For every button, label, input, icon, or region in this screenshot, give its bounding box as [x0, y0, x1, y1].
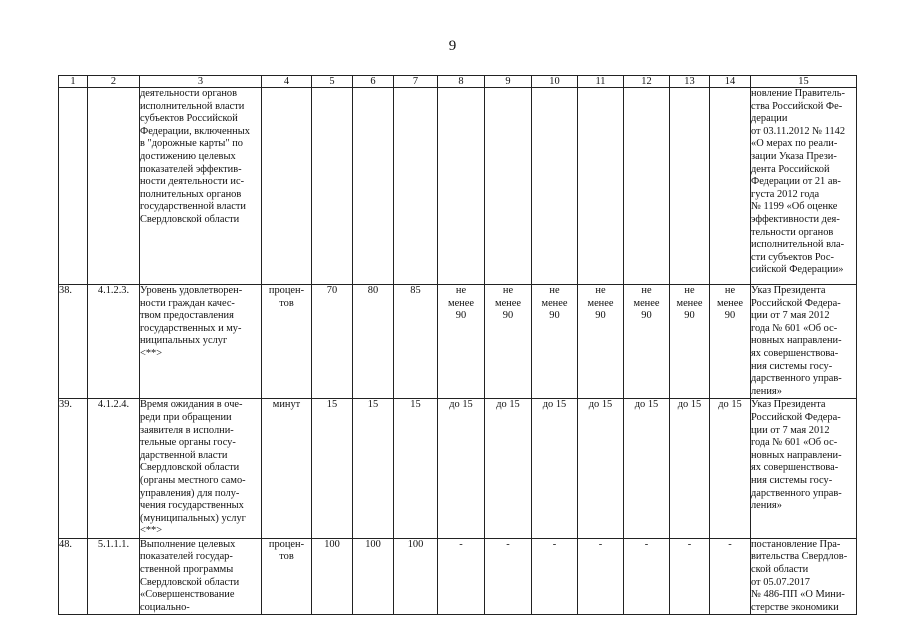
value-col-9: до 15 — [485, 399, 532, 539]
value-col-10 — [532, 88, 578, 285]
value-col-11: не менее 90 — [578, 285, 624, 399]
row-number: 38. — [59, 285, 88, 399]
column-number: 6 — [353, 76, 394, 88]
column-number: 13 — [670, 76, 710, 88]
page-number: 9 — [448, 38, 457, 54]
unit: минут — [262, 399, 312, 539]
value-col-6: 15 — [353, 399, 394, 539]
unit: процен- тов — [262, 285, 312, 399]
column-number: 15 — [751, 76, 857, 88]
column-number: 14 — [710, 76, 751, 88]
value-col-7: 15 — [394, 399, 438, 539]
value-col-12 — [624, 88, 670, 285]
indicator-name: Уровень удовлетворен- ности граждан качес- твом предоставления государственных и му- ниципальных услуг <**> — [140, 285, 262, 399]
column-number: 12 — [624, 76, 670, 88]
table-row — [59, 399, 857, 539]
column-number: 11 — [578, 76, 624, 88]
value-col-6: 80 — [353, 285, 394, 399]
indicators-table — [58, 75, 857, 615]
value-col-7: 100 — [394, 538, 438, 615]
row-number: 39. — [59, 399, 88, 539]
value-col-11: до 15 — [578, 399, 624, 539]
legal-basis: Указ Президента Российской Федера- ции от 7 мая 2012 года № 601 «Об ос- новных направлени- ях совершенствова- ния системы госу- дарственного управ- ления» — [751, 399, 857, 539]
legal-basis: Указ Президента Российской Федера- ции от 7 мая 2012 года № 601 «Об ос- новных направлени- ях совершенствова- ния системы госу- дарственного управ- ления» — [751, 285, 857, 399]
value-col-10: до 15 — [532, 399, 578, 539]
value-col-9: - — [485, 538, 532, 615]
value-col-5: 15 — [312, 399, 353, 539]
value-col-9 — [485, 88, 532, 285]
column-number-header-row — [59, 76, 857, 88]
value-col-5: 70 — [312, 285, 353, 399]
value-col-8: не менее 90 — [438, 285, 485, 399]
legal-basis: постановление Пра- вительства Свердлов- ской области от 05.07.2017 № 486-ПП «О Мини- стерстве экономики — [751, 538, 857, 615]
column-number: 1 — [59, 76, 88, 88]
column-number: 10 — [532, 76, 578, 88]
indicator-name: Выполнение целевых показателей государ- ственной программы Свердловской области «Совершенствование социально- — [140, 538, 262, 615]
row-number: 48. — [59, 538, 88, 615]
column-number: 9 — [485, 76, 532, 88]
indicator-name: Время ожидания в оче- реди при обращении заявителя в исполни- тельные органы госу- дарственной власти Свердловской области (органы местного само- управления) для полу- чения государственных (муниципальных) услуг <**> — [140, 399, 262, 539]
value-col-7 — [394, 88, 438, 285]
table-row — [59, 285, 857, 399]
value-col-8: до 15 — [438, 399, 485, 539]
column-number: 5 — [312, 76, 353, 88]
value-col-14 — [710, 88, 751, 285]
unit: процен- тов — [262, 538, 312, 615]
indicator-name: деятельности органов исполнительной власти субъектов Российской Федерации, включенных в "дорожные карты" по достижению целевых показателей эффектив- ности деятельности ис- полнительных органов государственной власти Свердловской области — [140, 88, 262, 285]
column-number: 4 — [262, 76, 312, 88]
row-code: 4.1.2.4. — [88, 399, 140, 539]
value-col-11: - — [578, 538, 624, 615]
value-col-5 — [312, 88, 353, 285]
value-col-12: - — [624, 538, 670, 615]
table-row — [59, 88, 857, 285]
value-col-11 — [578, 88, 624, 285]
value-col-14: до 15 — [710, 399, 751, 539]
value-col-14: не менее 90 — [710, 285, 751, 399]
column-number: 7 — [394, 76, 438, 88]
value-col-9: не менее 90 — [485, 285, 532, 399]
row-code: 5.1.1.1. — [88, 538, 140, 615]
value-col-6: 100 — [353, 538, 394, 615]
row-code — [88, 88, 140, 285]
column-number: 8 — [438, 76, 485, 88]
unit — [262, 88, 312, 285]
value-col-13: не менее 90 — [670, 285, 710, 399]
value-col-8: - — [438, 538, 485, 615]
table-row — [59, 538, 857, 615]
value-col-13 — [670, 88, 710, 285]
value-col-14: - — [710, 538, 751, 615]
value-col-12: до 15 — [624, 399, 670, 539]
value-col-5: 100 — [312, 538, 353, 615]
value-col-12: не менее 90 — [624, 285, 670, 399]
value-col-10: не менее 90 — [532, 285, 578, 399]
row-code: 4.1.2.3. — [88, 285, 140, 399]
column-number: 2 — [88, 76, 140, 88]
column-number: 3 — [140, 76, 262, 88]
value-col-10: - — [532, 538, 578, 615]
value-col-13: - — [670, 538, 710, 615]
value-col-6 — [353, 88, 394, 285]
legal-basis: новление Правитель- ства Российской Фе- дерации от 03.11.2012 № 1142 «О мерах по реали- зации Указа Прези- дента Российской Федерации от 21 ав- густа 2012 года № 1199 «Об оценке эффективности дея- тельности органов исполнительной вла- сти субъектов Рос- сийской Федерации» — [751, 88, 857, 285]
value-col-13: до 15 — [670, 399, 710, 539]
value-col-8 — [438, 88, 485, 285]
row-number — [59, 88, 88, 285]
value-col-7: 85 — [394, 285, 438, 399]
